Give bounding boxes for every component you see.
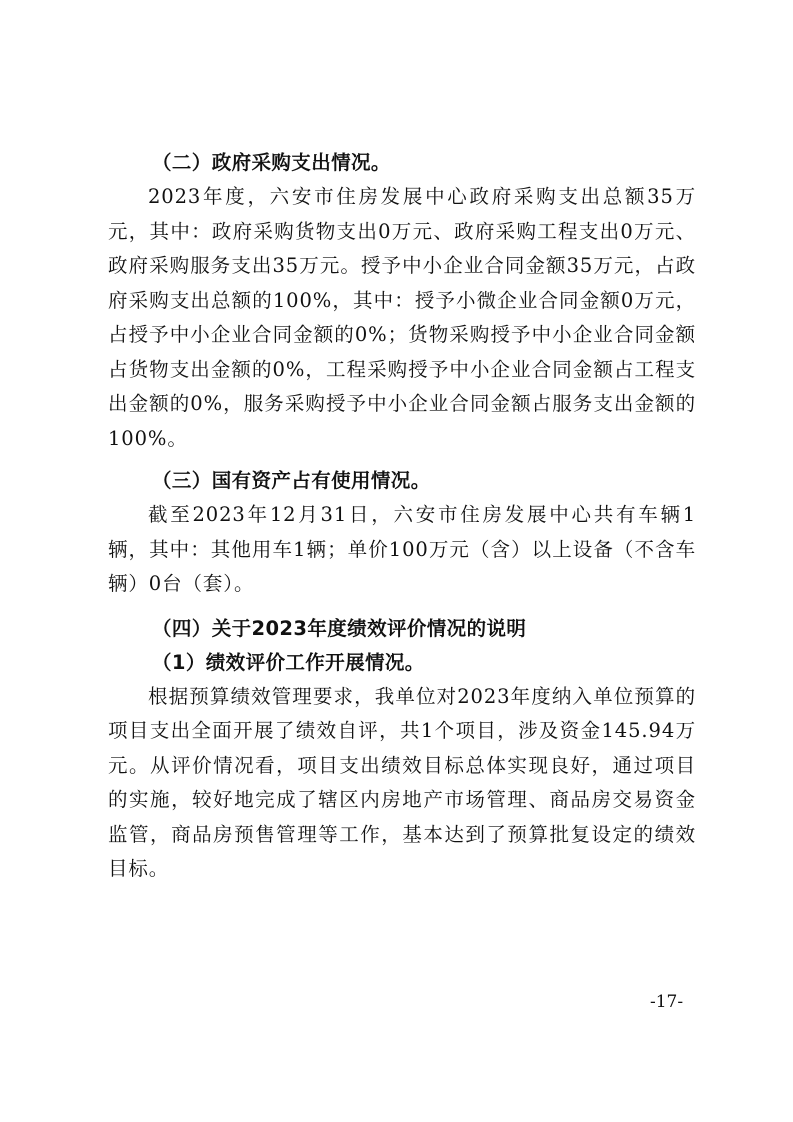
document-page [108,146,696,887]
section-heading-procurement: （二）政府采购支出情况。 [152,151,391,174]
section-heading-assets: （三）国有资产占有使用情况。 [152,469,431,492]
procurement-paragraph: 2023年度，六安市住房发展中心政府采购支出总额35万元，其中：政府采购货物支出0万元、政府采购工程支出0万元、政府采购服务支出35万元。授予中小企业合同金额35万元，占政府采购支出总额的100%，其中：授予小微企业合同金额0万元，占授予中小企业合同金额的0%；货物采购授予中小企业合同金额占货物支出金额的0%，工程采购授予中小企业合同金额占工程支出金额的0%，服务采购授予中小企业合同金额占服务支出金额的100%。 [108,185,696,450]
section-heading-performance: （四）关于2023年度绩效评价情况的说明 [152,616,527,640]
performance-paragraph: 根据预算绩效管理要求，我单位对2023年度纳入单位预算的项目支出全面开展了绩效自评，共1个项目，涉及资金145.94万元。从评价情况看，项目支出绩效目标总体实现良好，通过项目的实施，较好地完成了辖区内房地产市场管理、商品房交易资金监管，商品房预售管理等工作，基本达到了预算批复设定的绩效目标。 [108,684,696,880]
page-number: -17- [650,992,684,1012]
assets-paragraph: 截至2023年12月31日，六安市住房发展中心共有车辆1辆，其中：其他用车1辆；单价100万元（含）以上设备（不含车辆）0台（套）。 [108,503,696,595]
sub-heading-performance-work: （1）绩效评价工作开展情况。 [152,650,425,674]
